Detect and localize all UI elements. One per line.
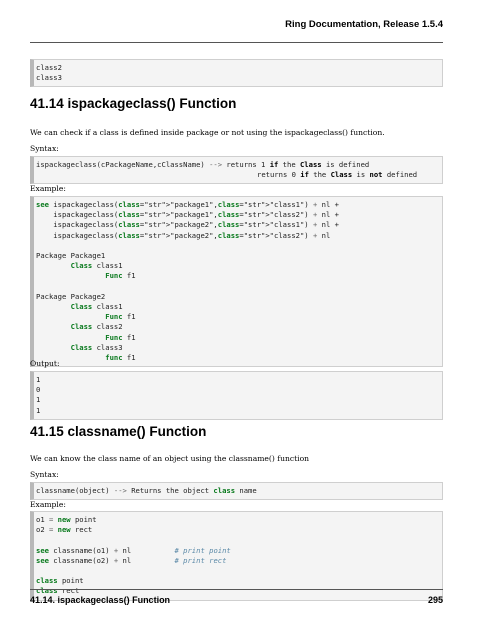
syntax-label: Syntax: bbox=[30, 470, 59, 479]
code-line: Func f1 bbox=[105, 271, 136, 281]
code-line: Func f1 bbox=[105, 312, 136, 322]
code-line bbox=[36, 282, 442, 292]
code-line: Class class3 bbox=[70, 342, 123, 352]
code-line: Class class1 bbox=[70, 302, 123, 312]
code-line: class3 bbox=[36, 73, 62, 83]
example-label: Example: bbox=[30, 184, 66, 193]
code-line: 1 bbox=[36, 395, 41, 405]
code-block-output bbox=[30, 371, 443, 420]
code-line: see classname(o1) + nl # print point bbox=[36, 545, 231, 555]
code-block-example bbox=[30, 196, 443, 367]
code-line: ispackageclass(class="str">"package2",class="str">"class2") + nl bbox=[36, 230, 331, 240]
code-line: Func f1 bbox=[105, 332, 136, 342]
footer-divider bbox=[30, 589, 443, 590]
code-line: classname(object) --> Returns the object class name bbox=[36, 486, 257, 495]
code-line: class point bbox=[36, 576, 84, 586]
code-line: 1 bbox=[36, 375, 41, 384]
code-line: Class class1 bbox=[70, 261, 123, 271]
section-intro: We can know the class name of an object using the classname() function bbox=[30, 454, 310, 463]
code-line bbox=[36, 241, 442, 251]
code-line: returns 0 if the Class is not defined bbox=[257, 170, 418, 180]
code-line: o1 = new point bbox=[36, 515, 97, 524]
section-heading-41-15: 41.15 classname() Function bbox=[30, 424, 207, 439]
code-line: ispackageclass(class="str">"package1",class="str">"class2") + nl + bbox=[36, 210, 339, 220]
code-line: class2 bbox=[36, 63, 62, 72]
running-header: Ring Documentation, Release 1.5.4 bbox=[285, 19, 443, 30]
code-line: see classname(o2) + nl # print rect bbox=[36, 555, 227, 565]
code-line: Package Package2 bbox=[36, 291, 106, 301]
code-line: class rect bbox=[36, 586, 80, 596]
code-line: 1 bbox=[36, 405, 41, 415]
header-divider bbox=[30, 42, 443, 43]
code-line bbox=[36, 566, 442, 576]
code-block-syntax bbox=[30, 482, 443, 500]
example-label: Example: bbox=[30, 500, 66, 509]
code-block-example bbox=[30, 511, 443, 601]
code-line: func f1 bbox=[105, 353, 136, 363]
footer-section-title: 41.14. ispackageclass() Function bbox=[30, 595, 171, 605]
code-line: o2 = new rect bbox=[36, 525, 93, 535]
code-line: ispackageclass(class="str">"package2",class="str">"class1") + nl + bbox=[36, 220, 339, 230]
code-line bbox=[36, 535, 442, 545]
section-intro: We can check if a class is defined inside package or not using the ispackageclass() function. bbox=[30, 128, 385, 137]
code-line: Package Package1 bbox=[36, 251, 106, 261]
code-line: 0 bbox=[36, 385, 41, 395]
output-label: Output: bbox=[30, 359, 60, 368]
syntax-label: Syntax: bbox=[30, 144, 59, 153]
section-heading-41-14: 41.14 ispackageclass() Function bbox=[30, 96, 237, 111]
code-line: Class class2 bbox=[70, 322, 123, 332]
code-line: ispackageclass(cPackageName,cClassName) --> returns 1 if the Class is defined bbox=[36, 160, 370, 169]
code-block-syntax bbox=[30, 156, 443, 184]
code-line: see ispackageclass(class="str">"package1",class="str">"class1") + nl + bbox=[36, 200, 339, 209]
page-number: 295 bbox=[427, 595, 443, 605]
code-block-continuation bbox=[30, 59, 443, 87]
